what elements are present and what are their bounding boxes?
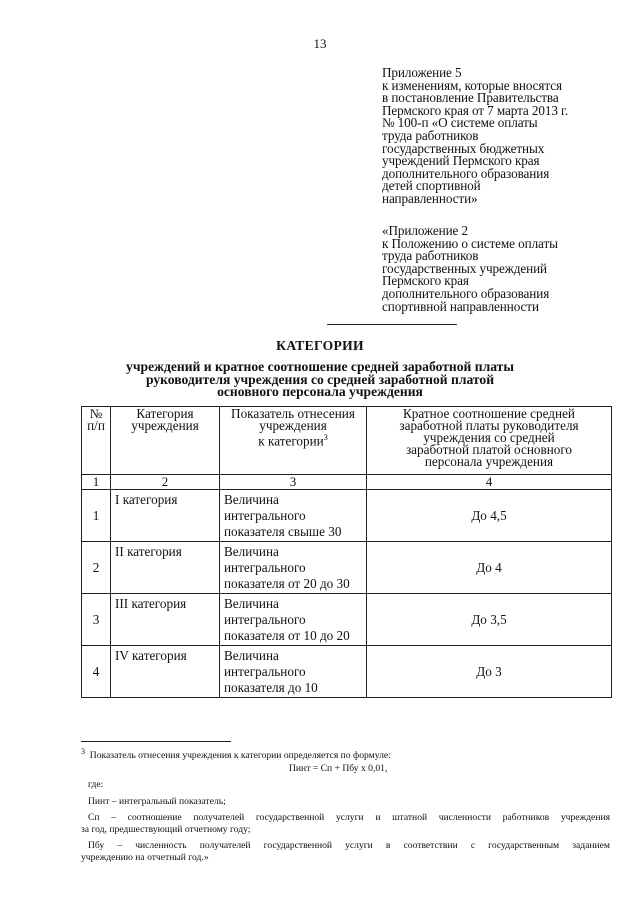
row-indicator [220,490,367,542]
row-ratio: До 4 [367,542,612,594]
header-indicator [220,407,367,475]
appendix-2-line: к Положению о системе оплаты [382,235,558,251]
table-row [82,646,612,698]
column-number: 3 [220,475,367,490]
table-row [82,490,612,542]
row-number: 4 [82,646,111,698]
footnote-formula: Пинт = Сп + Пбу х 0,01, [289,763,388,774]
row-ratio: До 3 [367,646,612,698]
row-indicator-line: Величина [224,544,279,559]
categories-table [81,406,612,698]
row-indicator-line: интегрального [224,560,306,575]
appendix-2-note [382,225,622,313]
footnote-separator [81,741,231,742]
header-category [111,407,220,475]
row-indicator-line: Величина [224,596,279,611]
appendix-2-line: Пермского края [382,273,469,289]
footnote-def-sp: Сп – соотношение получателей государственной услуги и штатной численности работников учреждения [88,812,610,823]
appendix-5-line: государственных бюджетных [382,140,545,156]
table-row [82,594,612,646]
row-category: III категория [111,594,220,646]
table-header-row [82,407,612,475]
appendix-5-line: труда работников [382,127,479,143]
footnote-def-pbu-cont: учреждению на отчетный год.» [81,852,209,863]
appendix-2-line: спортивной направленности [382,298,539,314]
row-number: 3 [82,594,111,646]
header-ratio [367,407,612,475]
appendix-5-line: детей спортивной [382,178,481,194]
column-number: 2 [111,475,220,490]
footnote-def-pbu: Пбу – численность получателей государственной услуги в соответствии с государственным заданием [88,840,610,851]
appendix-2-line: труда работников [382,248,479,264]
document-subtitle [90,361,550,399]
subtitle-line: учреждений и кратное соотношение средней заработной платы [126,359,514,374]
header-category-line: Категория [136,406,194,421]
appendix-5-line: направленности» [382,190,478,206]
footnote-mark: 3 [323,433,328,442]
appendix-5-line: № 100-п «О системе оплаты [382,115,538,131]
row-indicator-line: интегрального [224,508,306,523]
row-number: 1 [82,490,111,542]
row-indicator-line: Величина [224,492,279,507]
row-category: IV категория [111,646,220,698]
footnote-def-sp-cont: за год, предшествующий отчетному году; [81,824,251,835]
header-ratio-line: заработной платой основного [405,442,573,457]
footnote-mark: 3 [81,747,85,756]
appendix-5-line: к изменениям, которые вносятся [382,77,562,93]
header-number-line: п/п [87,418,105,433]
header-category-line: учреждения [131,418,199,433]
column-number: 1 [82,475,111,490]
subtitle-line: руководителя учреждения со средней заработной платой [145,371,495,387]
row-indicator-line: показателя от 10 до 20 [224,628,350,643]
header-ratio-line: Кратное соотношение средней [403,406,575,421]
footnote-def-pint: Пинт – интегральный показатель; [88,796,226,807]
row-indicator [220,542,367,594]
header-indicator-line: учреждения [259,418,327,433]
appendix-5-line: Приложение 5 [382,65,462,80]
separator-line [327,324,457,325]
header-number-line: № [89,406,103,421]
header-ratio-line: персонала учреждения [424,454,554,469]
header-ratio-line: заработной платы руководителя [399,418,579,433]
document-title: КАТЕГОРИИ [276,338,364,353]
appendix-2-line: «Приложение 2 [382,223,468,238]
footnote-where: где: [88,779,104,790]
appendix-5-line: в постановление Правительства [382,90,559,106]
footnote-intro-text: Показатель отнесения учреждения к категории определяется по формуле: [89,750,391,762]
header-indicator-line [220,432,366,447]
row-category: I категория [111,490,220,542]
row-ratio: До 3,5 [367,594,612,646]
subtitle-line: основного персонала учреждения [217,384,423,399]
table-row [82,542,612,594]
column-number: 4 [367,475,612,490]
row-indicator [220,594,367,646]
appendix-2-line: дополнительного образования [382,285,550,301]
appendix-5-line: дополнительного образования [382,165,550,181]
footnote-intro [81,747,391,761]
appendix-5-note [382,67,622,206]
row-indicator-line: интегрального [224,664,306,679]
row-indicator-line: интегрального [224,612,306,627]
appendix-5-line: учреждений Пермского края [382,153,540,169]
row-ratio: До 4,5 [367,490,612,542]
row-indicator [220,646,367,698]
column-number-row [82,475,612,490]
row-indicator-line: показателя от 20 до 30 [224,576,350,591]
header-indicator-line: Показатель отнесения [231,406,355,421]
appendix-2-line: государственных учреждений [382,260,548,276]
page-number: 13 [313,36,327,51]
header-ratio-line: учреждения со средней [423,430,555,445]
row-indicator-line: Величина [224,648,279,663]
row-indicator-line: показателя до 10 [224,680,318,695]
appendix-5-line: Пермского края от 7 марта 2013 г. [382,102,569,118]
row-indicator-line: показателя свыше 30 [224,524,342,539]
row-number: 2 [82,542,111,594]
header-indicator-text: к категории [258,433,324,449]
row-category: II категория [111,542,220,594]
header-number [82,407,111,475]
